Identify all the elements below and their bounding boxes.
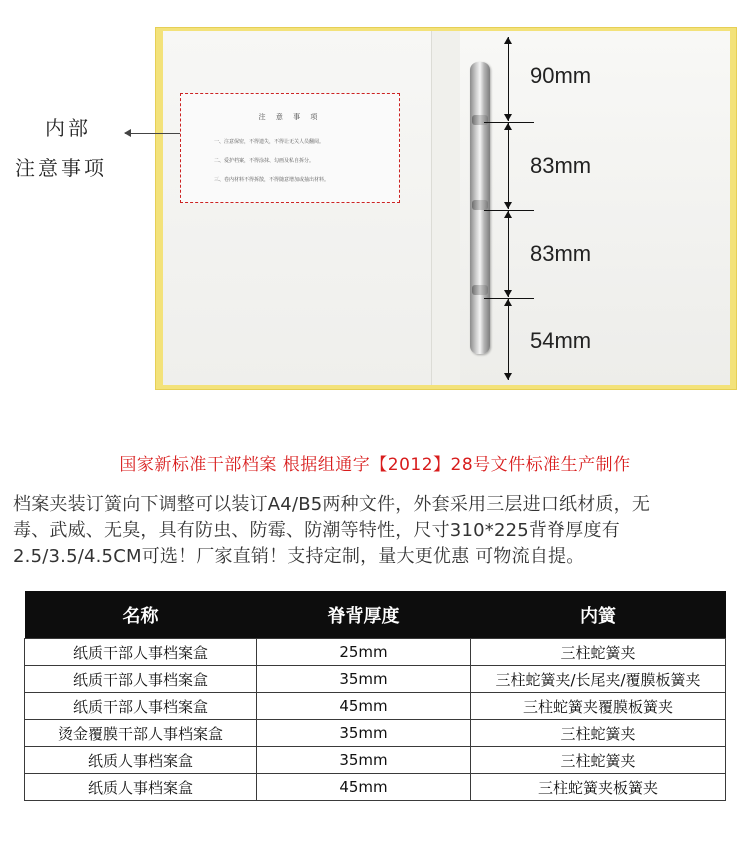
cell-spring: 三柱蛇簧夹 bbox=[471, 639, 726, 666]
cell-name: 纸质干部人事档案盒 bbox=[25, 666, 257, 693]
column-header-name: 名称 bbox=[25, 591, 257, 639]
table-row bbox=[25, 639, 726, 666]
notice-item: 三、卷内材料不得拆散，不得随意增加或抽出材料。 bbox=[214, 177, 330, 183]
column-header-thickness: 脊背厚度 bbox=[257, 591, 471, 639]
notice-title: 注 意 事 项 bbox=[258, 113, 322, 121]
cell-name: 纸质人事档案盒 bbox=[25, 747, 257, 774]
dimension-label: 54mm bbox=[530, 328, 592, 353]
cell-name: 纸质干部人事档案盒 bbox=[25, 639, 257, 666]
clip-joint bbox=[472, 115, 488, 125]
headline: 国家新标准干部档案 根据组通字【2012】28号文件标准生产制作 bbox=[119, 455, 631, 475]
dimension-arrow-icon bbox=[508, 37, 509, 121]
dimension-tick bbox=[484, 298, 534, 299]
description-line: 2.5/3.5/4.5CM可选！厂家直销！支持定制，量大更优惠 可物流自提。 bbox=[13, 546, 585, 567]
cell-name: 纸质人事档案盒 bbox=[25, 774, 257, 801]
callout-arrow-icon bbox=[125, 133, 180, 134]
cell-name: 烫金覆膜干部人事档案盒 bbox=[25, 720, 257, 747]
cell-thickness: 35mm bbox=[257, 747, 471, 774]
cell-thickness: 25mm bbox=[257, 639, 471, 666]
cell-thickness: 45mm bbox=[257, 774, 471, 801]
cell-spring: 三柱蛇簧夹 bbox=[471, 747, 726, 774]
dimension-arrow-icon bbox=[508, 211, 509, 297]
table-header-row bbox=[25, 591, 726, 639]
notice-item: 一、注意保密，不得遗失，不得让无关人员翻阅。 bbox=[214, 139, 325, 145]
folder-right-panel bbox=[460, 31, 730, 385]
cell-name: 纸质干部人事档案盒 bbox=[25, 693, 257, 720]
dimension-arrow-icon bbox=[508, 299, 509, 380]
clip-joint bbox=[472, 200, 488, 210]
dimension-label: 83mm bbox=[530, 153, 592, 178]
cell-spring: 三柱蛇簧夹覆膜板簧夹 bbox=[471, 693, 726, 720]
cell-thickness: 35mm bbox=[257, 720, 471, 747]
dimension-label: 83mm bbox=[530, 241, 592, 266]
table-row bbox=[25, 693, 726, 720]
table-row bbox=[25, 747, 726, 774]
notice-box bbox=[180, 93, 400, 203]
product-photo bbox=[0, 0, 750, 400]
callout-label-inner: 内部 bbox=[45, 118, 91, 140]
description-line: 毒、武威、无臭，具有防虫、防霉、防潮等特性，尺寸310*225背脊厚度有 bbox=[13, 520, 620, 541]
notice-item: 二、爱护档案，不得涂抹、勾画及私自拆分。 bbox=[214, 158, 315, 164]
dimension-arrow-icon bbox=[508, 123, 509, 209]
cell-thickness: 35mm bbox=[257, 666, 471, 693]
table-row bbox=[25, 774, 726, 801]
table-row bbox=[25, 666, 726, 693]
folder-spine bbox=[431, 31, 461, 385]
folder-left-panel bbox=[163, 31, 431, 385]
dimension-tick bbox=[484, 210, 534, 211]
clip-joint bbox=[472, 285, 488, 295]
table-row bbox=[25, 720, 726, 747]
callout-label-notice: 注意事项 bbox=[15, 158, 107, 180]
dimension-label: 90mm bbox=[530, 63, 592, 88]
cell-thickness: 45mm bbox=[257, 693, 471, 720]
column-header-spring: 内簧 bbox=[471, 591, 726, 639]
cell-spring: 三柱蛇簧夹 bbox=[471, 720, 726, 747]
description-line: 档案夹装订簧向下调整可以装订A4/B5两种文件，外套采用三层进口纸材质，无 bbox=[13, 494, 651, 515]
cell-spring: 三柱蛇簧夹板簧夹 bbox=[471, 774, 726, 801]
cell-spring: 三柱蛇簧夹/长尾夹/覆膜板簧夹 bbox=[471, 666, 726, 693]
dimension-tick bbox=[484, 122, 534, 123]
spec-table bbox=[24, 591, 726, 801]
